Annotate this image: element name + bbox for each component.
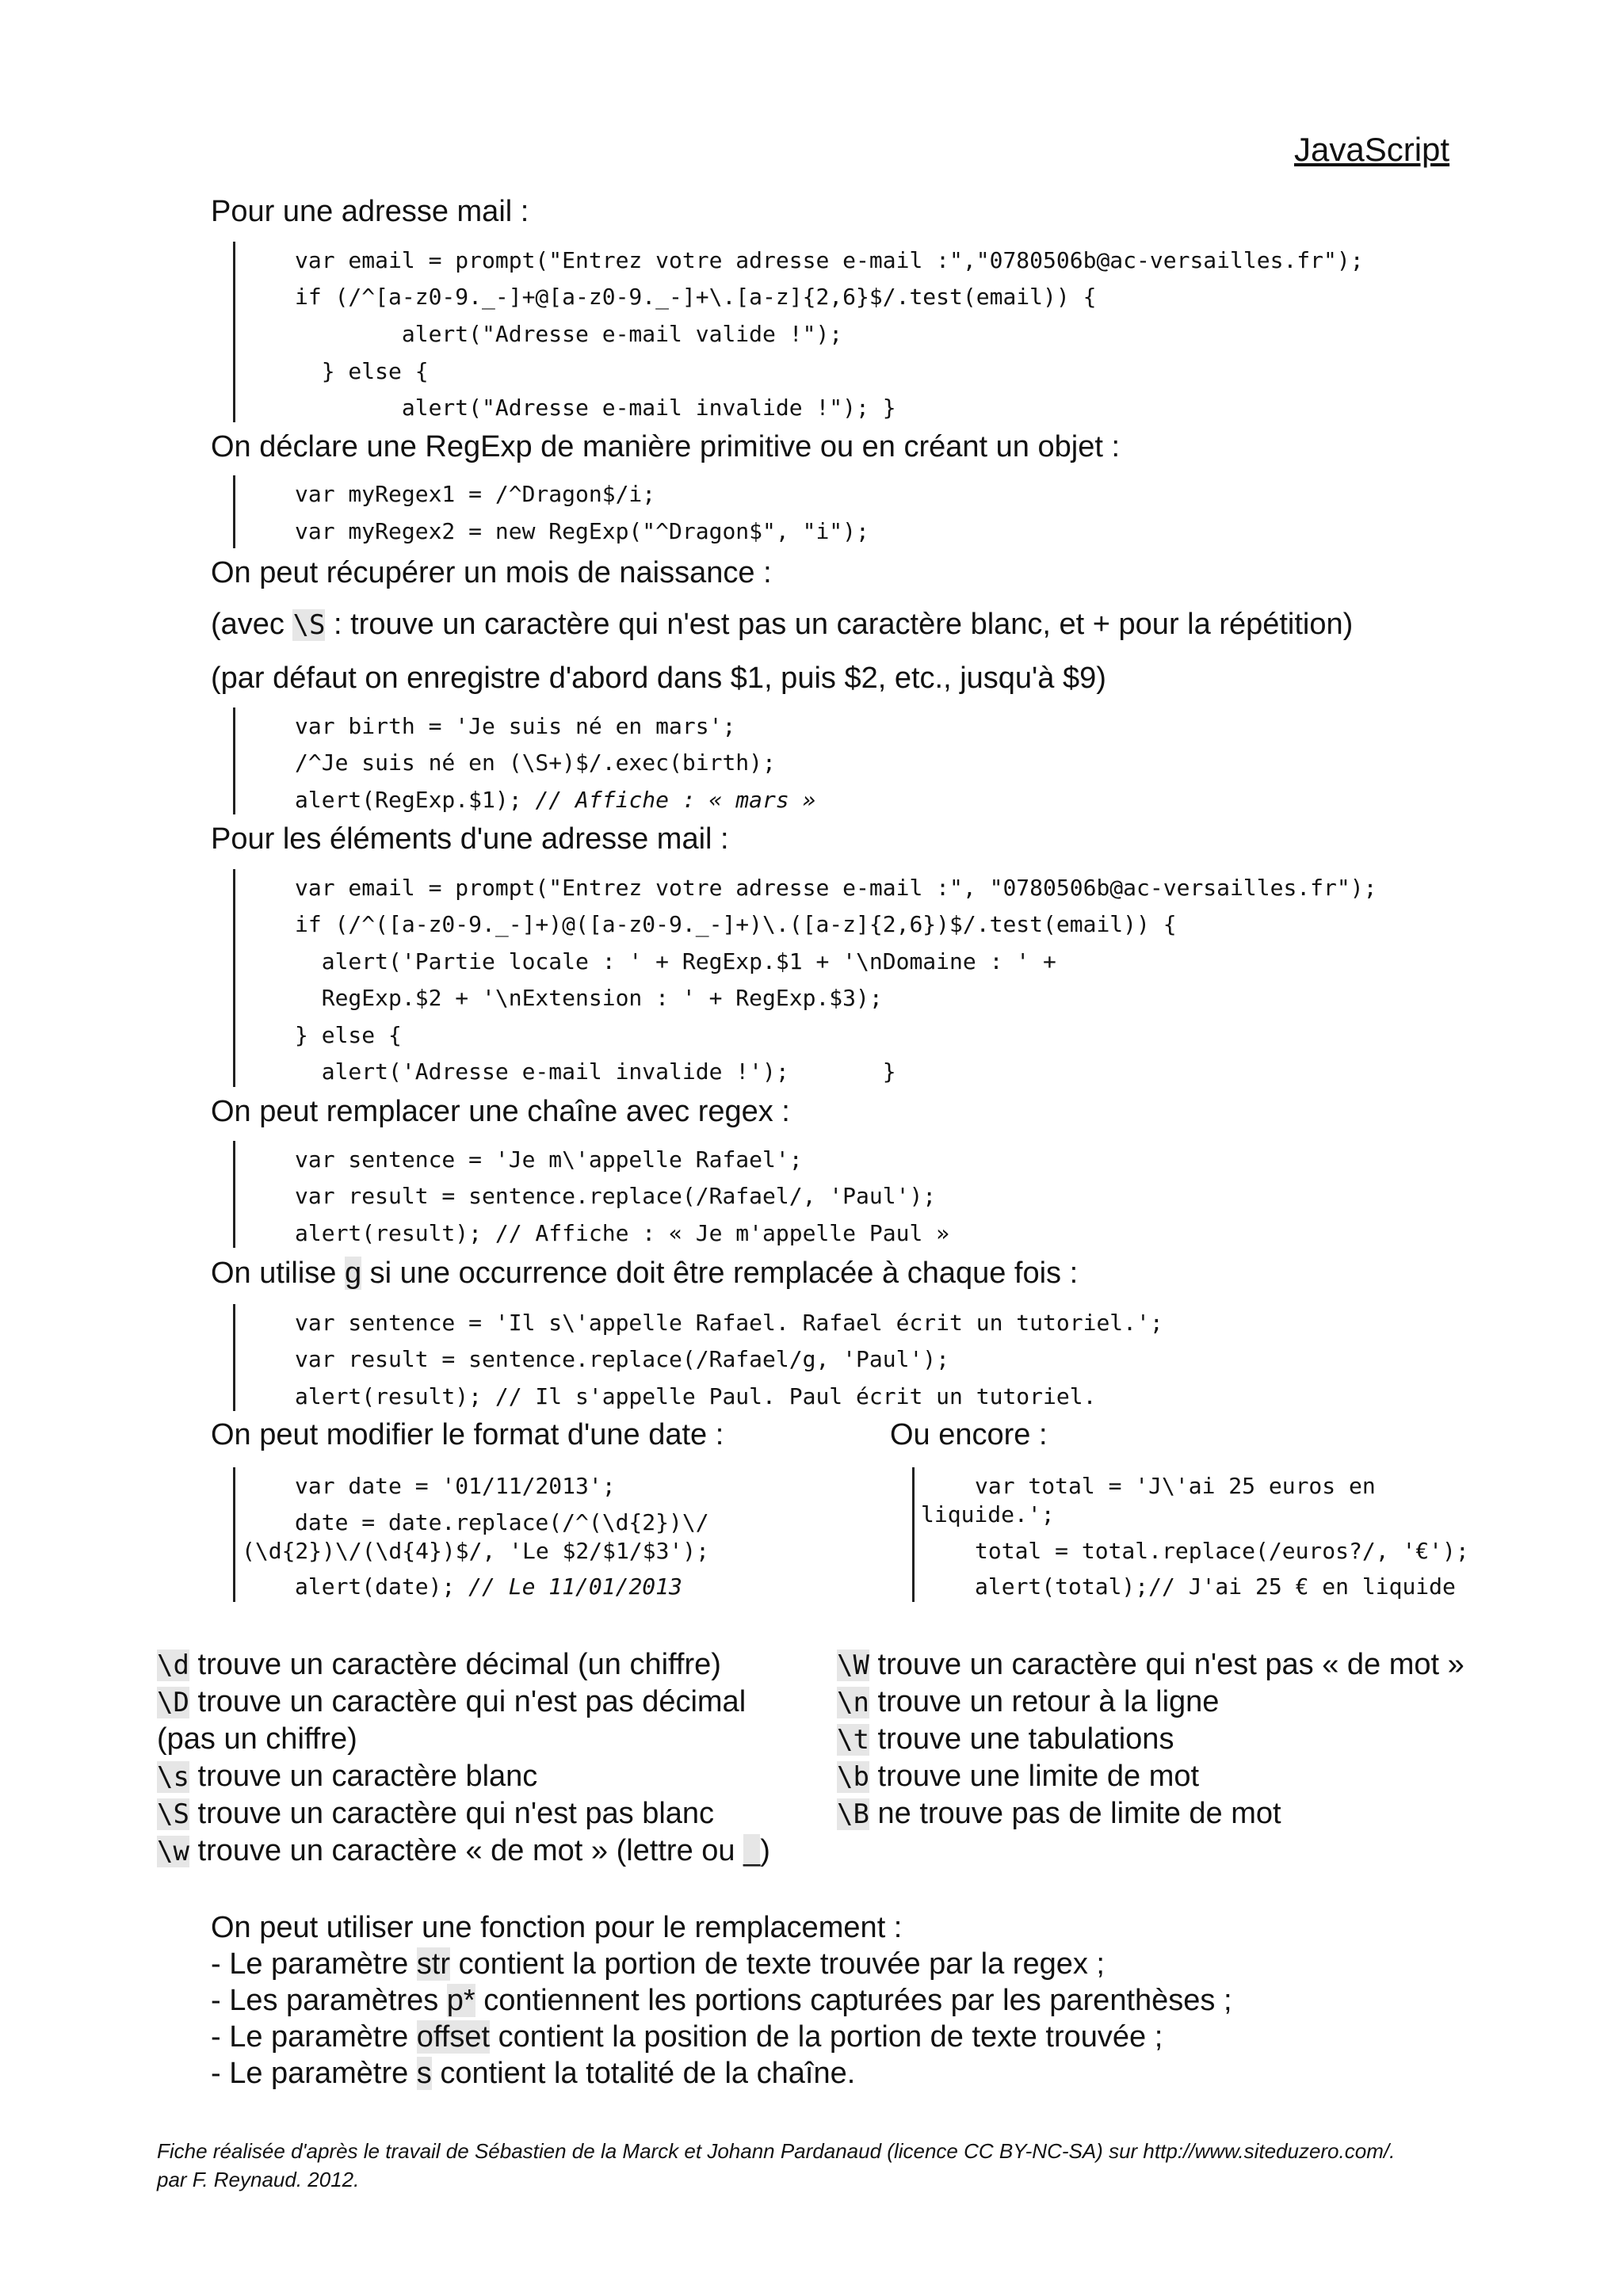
code-keyword: \t: [837, 1724, 869, 1756]
code-line: alert('Adresse e-mail invalide !'); }: [295, 1058, 896, 1085]
code-keyword: \B: [837, 1798, 869, 1830]
code-line: alert("Adresse e-mail valide !");: [295, 321, 843, 347]
class-item: \D trouve un caractère qui n'est pas décimal: [157, 1685, 747, 1718]
section-title-regexp: On déclare une RegExp de manière primitive ou en créant un objet :: [211, 430, 1120, 463]
code-line: var myRegex1 = /^Dragon$/i;: [295, 481, 656, 507]
code-line: (\d{2})\/(\d{4})$/, 'Le $2/$1/$3');: [242, 1538, 710, 1564]
class-item: \t trouve une tabulations: [837, 1722, 1174, 1756]
page-header-title: JavaScript: [1294, 131, 1450, 168]
code-line: var email = prompt("Entrez votre adresse e-mail :", "0780506b@ac-versailles.fr");: [295, 875, 1377, 901]
code-keyword: _: [743, 1834, 761, 1867]
footer-author-line: par F. Reynaud. 2012.: [157, 2168, 360, 2191]
code-block-month: [233, 707, 235, 814]
code-line: var email = prompt("Entrez votre adresse e-mail :","0780506b@ac-versailles.fr");: [295, 247, 1364, 273]
code-keyword: g: [344, 1257, 362, 1290]
code-line: } else {: [295, 1022, 402, 1048]
footer-credit-line: Fiche réalisée d'après le travail de Sébastien de la Marck et Johann Pardanaud (licence CC BY-NC-SA) sur http://www.siteduzero.com/.: [157, 2139, 1396, 2163]
function-param-line: - Le paramètre s contient la totalité de la chaîne.: [211, 2057, 856, 2090]
code-line: total = total.replace(/euros?/, '€');: [975, 1538, 1469, 1564]
code-line: var sentence = 'Il s\'appelle Rafael. Rafael écrit un tutoriel.';: [295, 1310, 1163, 1336]
code-block-email: [233, 242, 235, 422]
class-item: \b trouve une limite de mot: [837, 1760, 1200, 1793]
code-line: /^Je suis né en (\S+)$/.exec(birth);: [295, 749, 776, 776]
month-note-1: (avec \S : trouve un caractère qui n'est pas un caractère blanc, et + pour la répétition): [211, 608, 1354, 641]
section-title-month: On peut récupérer un mois de naissance :: [211, 556, 772, 589]
code-keyword: offset: [416, 2020, 491, 2054]
class-item: (pas un chiffre): [157, 1722, 357, 1756]
function-param-line: - Les paramètres p* contiennent les portions capturées par les parenthèses ;: [211, 1984, 1232, 2017]
code-keyword: \b: [837, 1761, 869, 1793]
code-keyword: \w: [157, 1836, 189, 1867]
code-line: liquide.';: [921, 1501, 1055, 1527]
code-keyword: \n: [837, 1687, 869, 1718]
code-line: var result = sentence.replace(/Rafael/, 'Paul');: [295, 1183, 937, 1209]
code-line: alert(result); // Il s'appelle Paul. Paul écrit un tutoriel.: [295, 1383, 1097, 1409]
code-block-elements: [233, 869, 235, 1087]
function-section-title: On peut utiliser une fonction pour le remplacement :: [211, 1911, 903, 1944]
code-line: RegExp.$2 + '\nExtension : ' + RegExp.$3);: [295, 985, 883, 1011]
code-block-replace: [233, 1141, 235, 1248]
code-line: var birth = 'Je suis né en mars';: [295, 713, 736, 739]
class-item: \n trouve un retour à la ligne: [837, 1685, 1220, 1718]
code-keyword: \d: [157, 1650, 189, 1681]
code-line: var total = 'J\'ai 25 euros en: [975, 1473, 1376, 1499]
class-item: \d trouve un caractère décimal (un chiffre): [157, 1648, 721, 1681]
section-title-email: Pour une adresse mail :: [211, 195, 529, 228]
class-item: \S trouve un caractère qui n'est pas blanc: [157, 1797, 715, 1830]
code-keyword: s: [416, 2057, 432, 2090]
code-line: var sentence = 'Je m\'appelle Rafael';: [295, 1146, 803, 1173]
code-line: alert("Adresse e-mail invalide !"); }: [295, 395, 896, 421]
code-keyword: \D: [157, 1687, 189, 1718]
class-item: \B ne trouve pas de limite de mot: [837, 1797, 1281, 1830]
code-line: var myRegex2 = new RegExp("^Dragon$", "i");: [295, 518, 869, 544]
code-line: if (/^[a-z0-9._-]+@[a-z0-9._-]+\.[a-z]{2,6}$/.test(email)) {: [295, 284, 1097, 310]
class-item: \W trouve un caractère qui n'est pas « de mot »: [837, 1648, 1465, 1681]
code-block-date: [233, 1467, 235, 1602]
code-line: alert('Partie locale : ' + RegExp.$1 + '\nDomaine : ' +: [295, 948, 1056, 974]
class-item: \s trouve un caractère blanc: [157, 1760, 538, 1793]
code-line: alert(total);// J'ai 25 € en liquide: [975, 1573, 1456, 1600]
class-item: \w trouve un caractère « de mot » (lettre ou _): [157, 1834, 770, 1867]
section-title-replace: On peut remplacer une chaîne avec regex :: [211, 1095, 790, 1128]
code-line: alert(RegExp.$1); // Affiche : « mars »: [295, 787, 816, 813]
section-title-date: On peut modifier le format d'une date :: [211, 1418, 724, 1451]
code-line: alert(result); // Affiche : « Je m'appelle Paul »: [295, 1220, 950, 1246]
code-block-global: [233, 1304, 235, 1411]
code-line: date = date.replace(/^(\d{2})\/: [295, 1509, 709, 1535]
code-comment: // Le 11/01/2013: [468, 1573, 682, 1600]
function-param-line: - Le paramètre offset contient la position de la portion de texte trouvée ;: [211, 2020, 1163, 2054]
code-line: var date = '01/11/2013';: [295, 1473, 616, 1499]
code-block-encore: [912, 1467, 915, 1602]
code-keyword: p*: [446, 1984, 475, 2017]
code-keyword: \S: [292, 609, 326, 641]
code-keyword: \S: [157, 1798, 189, 1830]
code-comment: // Affiche : « mars »: [535, 787, 816, 813]
code-line: if (/^([a-z0-9._-]+)@([a-z0-9._-]+)\.([a-z]{2,6})$/.test(email)) {: [295, 911, 1177, 937]
section-title-global: On utilise g si une occurrence doit être remplacée à chaque fois :: [211, 1257, 1079, 1290]
code-keyword: \W: [837, 1650, 869, 1681]
function-param-line: - Le paramètre str contient la portion de texte trouvée par la regex ;: [211, 1947, 1105, 1981]
section-title-encore: Ou encore :: [890, 1418, 1048, 1451]
code-line: } else {: [295, 358, 429, 384]
section-title-elements: Pour les éléments d'une adresse mail :: [211, 822, 729, 856]
code-block-regexp: [233, 475, 235, 548]
month-note-2: (par défaut on enregistre d'abord dans $1, puis $2, etc., jusqu'à $9): [211, 662, 1106, 695]
code-line: alert(date); // Le 11/01/2013: [295, 1573, 682, 1600]
code-line: var result = sentence.replace(/Rafael/g, 'Paul');: [295, 1346, 950, 1372]
code-keyword: str: [416, 1947, 451, 1981]
code-keyword: \s: [157, 1761, 189, 1793]
